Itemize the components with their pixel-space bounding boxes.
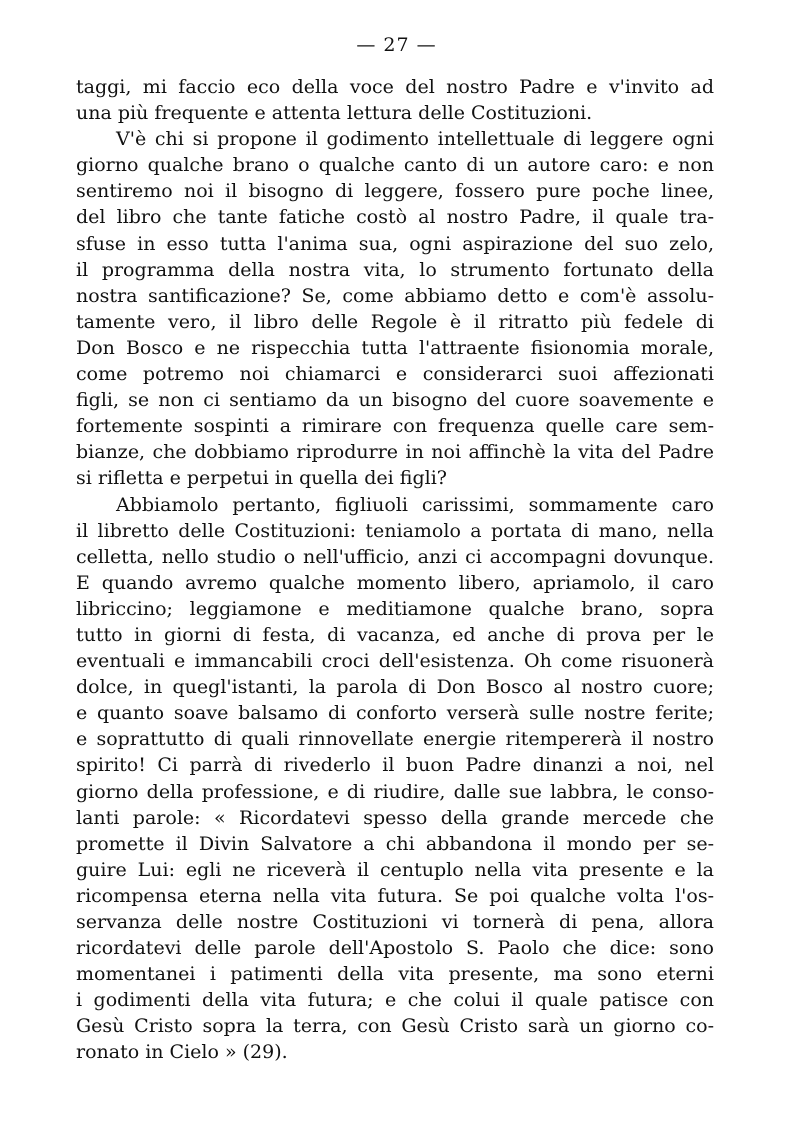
text-line: servanza delle nostre Costituzioni vi tornerà di pena, allora — [76, 911, 714, 933]
text-line: una più frequente e attenta lettura delle Costituzioni. — [76, 102, 593, 125]
text-line: come potremo noi chiamarci e considerarci suoi affezionati — [76, 363, 714, 386]
text-line: ricompensa eterna nella vita futura. Se poi qualche volta l'os- — [76, 884, 714, 907]
text-line: figli, se non ci sentiamo da un bisogno del cuore soavemente e — [76, 389, 714, 412]
text-line: giorno della professione, e di riudire, dalle sue labbra, le conso- — [76, 780, 714, 803]
text-line: dolce, in quegl'istanti, la parola di Don Bosco al nostro cuore; — [76, 676, 714, 699]
text-line: E quando avremo qualche momento libero, apriamolo, il caro — [76, 571, 714, 594]
text-line: e soprattutto di quali rinnovellate energie ritempererà il nostro — [76, 728, 714, 751]
text-line: promette il Divin Salvatore a chi abbandona il mondo per se- — [76, 832, 714, 855]
text-line: guire Lui: egli ne riceverà il centuplo nella vita presente e la — [76, 858, 714, 881]
text-line: tamente vero, il libro delle Regole è il ritratto più fedele di — [76, 310, 714, 333]
text-line: Abbiamolo pertanto, figliuoli carissimi, sommamente caro — [116, 493, 714, 516]
text-line: ronato in Cielo » (29). — [76, 1041, 288, 1064]
text-line: i godimenti della vita futura; e che colui il quale patisce con — [76, 989, 714, 1012]
page-number: — 27 — — [356, 34, 437, 56]
text-line: nostra santificazione? Se, come abbiamo detto e com'è assolu- — [76, 284, 714, 307]
text-line: il programma della nostra vita, lo strumento fortunato della — [76, 258, 714, 281]
text-line: si rifletta e perpetui in quella dei figli? — [76, 467, 447, 490]
text-line: del libro che tante fatiche costò al nostro Padre, il quale tra- — [76, 206, 714, 229]
text-line: sfuse in esso tutta l'anima sua, ogni aspirazione del suo zelo, — [76, 232, 714, 255]
text-line: e quanto soave balsamo di conforto verserà sulle nostre ferite; — [76, 702, 714, 725]
text-line: taggi, mi faccio eco della voce del nostro Padre e v'invito ad — [76, 76, 714, 98]
text-line: fortemente sospinti a rimirare con frequenza quelle care sem- — [76, 415, 714, 438]
text-line: Don Bosco e ne rispecchia tutta l'attraente fisionomia morale, — [76, 336, 714, 359]
text-line: bianze, che dobbiamo riprodurre in noi affinchè la vita del Padre — [76, 441, 714, 464]
text-line: spirito! Ci parrà di rivederlo il buon Padre dinanzi a noi, nel — [76, 754, 714, 777]
text-line: giorno qualche brano o qualche canto di un autore caro: e non — [76, 154, 714, 177]
text-line: eventuali e immancabili croci dell'esistenza. Oh come risuonerà — [76, 650, 714, 673]
text-line: momentanei i patimenti della vita presente, ma sono eterni — [76, 963, 714, 986]
text-line: il libretto delle Costituzioni: teniamolo a portata di mano, nella — [76, 519, 714, 542]
text-line: tutto in giorni di festa, di vacanza, ed anche di prova per le — [76, 623, 714, 646]
text-line: V'è chi si propone il godimento intellettuale di leggere ogni — [116, 128, 714, 151]
text-line: sentiremo noi il bisogno di leggere, fossero pure poche linee, — [76, 180, 714, 203]
text-line: lanti parole: « Ricordatevi spesso della grande mercede che — [76, 806, 714, 829]
text-line: Gesù Cristo sopra la terra, con Gesù Cristo sarà un giorno co- — [76, 1015, 714, 1038]
body-text — [76, 74, 714, 1066]
text-line: libriccino; leggiamone e meditiamone qualche brano, sopra — [76, 597, 714, 620]
text-line: celletta, nello studio o nell'ufficio, anzi ci accompagni dovunque. — [76, 545, 714, 568]
text-line: ricordatevi delle parole dell'Apostolo S. Paolo che dice: sono — [76, 937, 714, 960]
